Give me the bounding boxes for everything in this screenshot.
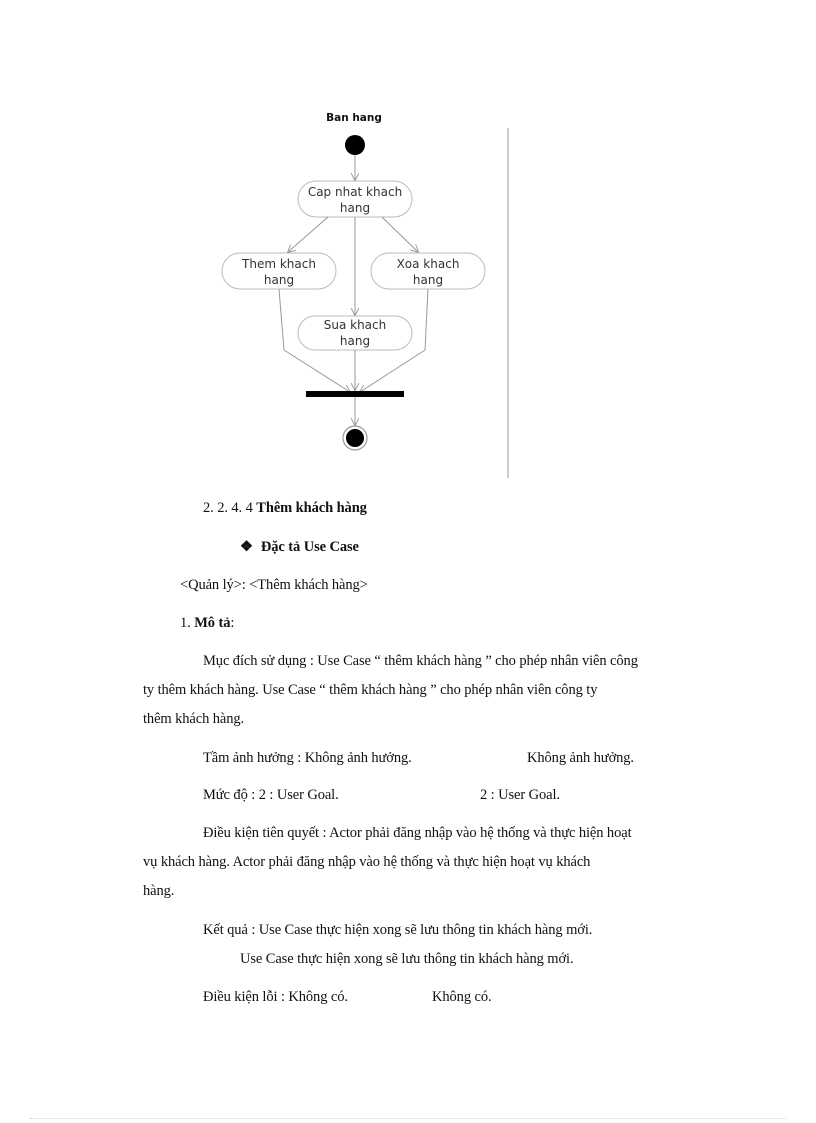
page-footer-divider	[30, 1118, 786, 1119]
error-value: Không có.	[432, 989, 492, 1005]
join-bar	[306, 391, 404, 397]
activity-label: hang	[263, 273, 295, 287]
activity-diagram	[210, 100, 530, 490]
flow-arrow	[288, 217, 328, 252]
precondition-line-3: hàng.	[143, 883, 175, 899]
activity-label: Xoa khach	[396, 257, 460, 271]
activity-label: Them khach	[242, 257, 316, 271]
bullet-heading	[240, 539, 359, 556]
activity-label: hang	[412, 273, 444, 287]
description-heading	[180, 615, 234, 632]
usecase-line: <Quản lý>: <Thêm khách hàng>	[180, 577, 368, 593]
error-label: Điều kiện lỗi : Không có.	[203, 989, 348, 1005]
section-title: Thêm khách hàng	[256, 500, 367, 516]
description-title: Mô tả	[194, 615, 231, 631]
activity-label: hang	[339, 334, 371, 348]
final-node	[343, 426, 367, 450]
activity-label: Sua khach	[323, 318, 387, 332]
purpose-line-2: ty thêm khách hàng. Use Case “ thêm khách hàng ” cho phép nhân viên công ty	[143, 682, 598, 698]
section-heading	[203, 500, 367, 517]
precondition-line-2: vụ khách hàng. Actor phải đăng nhập vào hệ thống và thực hiện hoạt vụ khách	[143, 854, 591, 870]
activity-update-customer	[298, 181, 412, 217]
precondition-line-1: Điều kiện tiên quyết : Actor phải đăng nhập vào hệ thống và thực hiện hoạt	[203, 825, 632, 841]
purpose-line-3: thêm khách hàng.	[143, 711, 245, 727]
result-line-1: Kết quả : Use Case thực hiện xong sẽ lưu thông tin khách hàng mới.	[203, 922, 593, 938]
purpose-line-1: Mục đích sử dụng : Use Case “ thêm khách hàng ” cho phép nhân viên công	[203, 653, 638, 669]
activity-diagram-svg	[210, 100, 530, 490]
diagram-title: Ban hang	[326, 112, 382, 124]
activity-label: hang	[339, 201, 371, 215]
result-line-2: Use Case thực hiện xong sẽ lưu thông tin khách hàng mới.	[240, 951, 574, 967]
level-value: 2 : User Goal.	[480, 787, 560, 803]
initial-node	[345, 135, 365, 155]
description-colon: :	[230, 615, 235, 631]
activity-delete-customer	[371, 253, 485, 289]
activity-label: Cap nhat khach	[307, 185, 403, 199]
description-number: 1.	[180, 615, 191, 631]
activity-add-customer	[222, 253, 336, 289]
flow-arrow	[382, 217, 418, 252]
influence-label: Tầm ảnh hưởng : Không ảnh hưởng.	[203, 750, 412, 766]
influence-value: Không ảnh hưởng.	[527, 750, 634, 766]
bullet-heading-text: Đặc tả Use Case	[260, 539, 359, 555]
diamond-bullet-icon: ❖	[240, 539, 253, 555]
activity-edit-customer	[298, 316, 412, 350]
level-label: Mức độ : 2 : User Goal.	[203, 787, 339, 803]
section-number: 2. 2. 4. 4	[203, 500, 253, 516]
